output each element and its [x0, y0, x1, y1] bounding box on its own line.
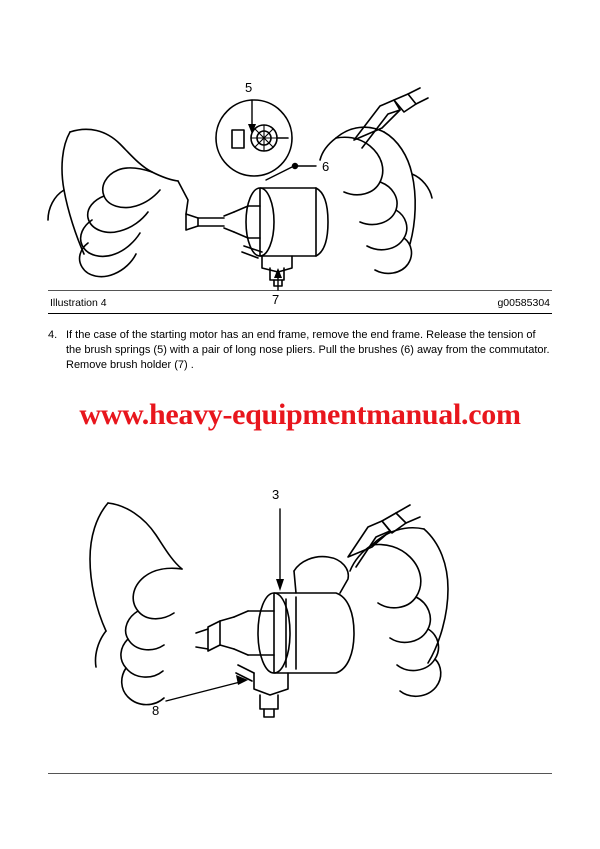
caption-bottom-rule — [48, 313, 552, 314]
step-text: If the case of the starting motor has an end frame, remove the end frame. Release the tension of the brush springs (5) with a pair of long nose pliers. Pull the brushes (6) away from the commutator. Remove brush holder (7) . — [66, 329, 550, 371]
illustration-caption: Illustration 4 — [50, 297, 107, 309]
figure2-bottom-rule — [48, 773, 552, 774]
callout-8-label: 8 — [152, 703, 160, 718]
step-number: 4. — [48, 329, 58, 341]
step-paragraph — [48, 328, 552, 373]
second-illustration-graphic — [48, 451, 552, 751]
watermark-text: www.heavy-equipmentmanual.com — [79, 398, 521, 431]
callout-7-label: 7 — [272, 292, 280, 307]
illustration-graphic-id: g00585304 — [497, 297, 550, 309]
callout-6-label: 6 — [322, 159, 330, 174]
callout-5-label: 5 — [245, 80, 253, 95]
second-illustration-figure — [48, 451, 552, 751]
illustration-4-caption-row — [48, 291, 552, 313]
callout-3-label: 3 — [272, 487, 280, 502]
